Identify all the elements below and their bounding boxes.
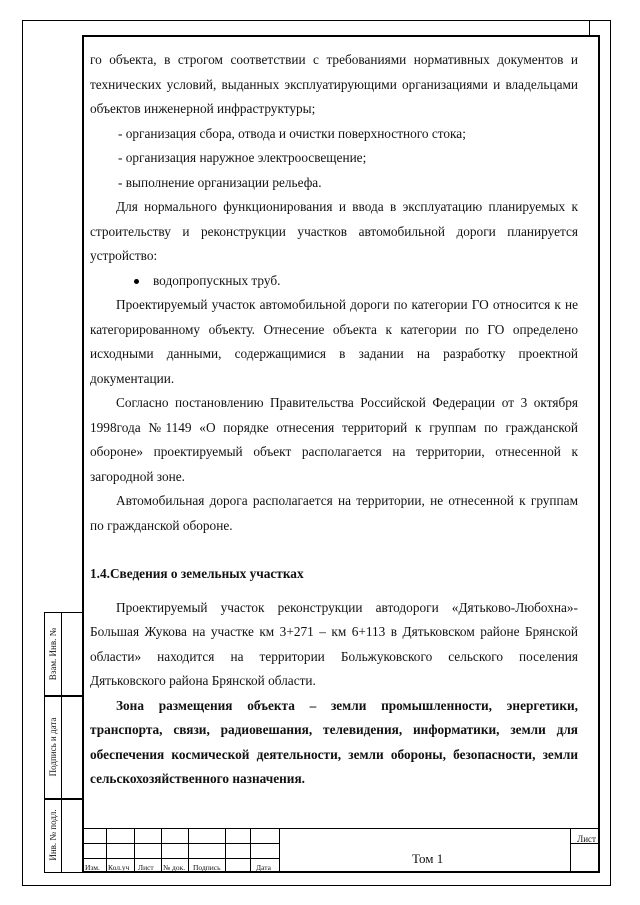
- title-block-col: [225, 828, 226, 873]
- paragraph: Автомобильная дорога располагается на территории, не отнесенной к группам по гражданской обороне.: [90, 493, 578, 533]
- volume-label: Том 1: [412, 851, 444, 866]
- col-podp: Подпись: [193, 863, 221, 872]
- col-list: Лист: [138, 863, 154, 872]
- title-block-col: [570, 828, 571, 873]
- section-heading: 1.4.Сведения о земельных участках: [90, 566, 304, 581]
- col-kol: Кол.уч: [108, 863, 130, 872]
- title-block-top-line: [82, 828, 600, 829]
- title-block-col: [250, 828, 251, 873]
- outer-border-left: [22, 20, 23, 886]
- dash-item: - выполнение организации рельефа.: [118, 174, 322, 190]
- bullet-text: водопропускных труб.: [153, 272, 281, 288]
- col-doc: № док.: [163, 863, 186, 872]
- title-block-col: [188, 828, 189, 873]
- side-stamp-inv-orig: [44, 799, 82, 873]
- dash-item: - организация наружное электроосвещение;: [118, 150, 367, 165]
- document-body: [90, 48, 578, 792]
- title-block: [82, 828, 600, 873]
- paragraph: Согласно постановлению Правительства Российской Федерации от 3 октября 1998года №1149 «О порядке отнесения территорий к группам по гражданской обороне» проектируемый объект располагается на территории, отнесенной к загородной зоне.: [90, 395, 578, 484]
- side-stamp-text: Взам. Инв. №: [48, 627, 58, 681]
- paragraph: Проектируемый участок автомобильной дороги по категории ГО относится к не категорированному объекту. Отнесение объекта к категории по ГО определено исходными данными, содержащимися в задании на разработку проектной документации.: [90, 297, 578, 386]
- title-block-col: [279, 828, 280, 873]
- paragraph: Проектируемый участок реконструкции автодороги «Дятьково-Любохна»-Большая Жукова на участке км 3+271 – км 6+113 в Дятьковском районе Брянской области» находится на территории Больжуковского сельского поселения Дятьковского района Брянской области.: [90, 599, 578, 688]
- outer-border-top: [22, 20, 590, 21]
- col-izm: Изм.: [85, 863, 100, 872]
- outer-border-right: [610, 20, 611, 886]
- paragraph-bold: Зона размещения объекта – земли промышленности, энергетики, транспорта, связи, радиовешания, телевидения, информатики, земли для обеспечения космической деятельности, земли обороны, безопасности, земли сельскохозяйственного назначения.: [90, 697, 578, 786]
- side-stamp-inv-replace: [44, 612, 82, 696]
- title-block-col: [161, 828, 162, 873]
- title-block-col: [106, 828, 107, 873]
- side-stamp-signature: [44, 696, 82, 799]
- title-block-col: [134, 828, 135, 873]
- side-stamp-text: Инв. № подл.: [48, 809, 58, 861]
- side-stamp-text: Подпись и дата: [48, 717, 58, 777]
- dash-item: - организация сбора, отвода и очистки поверхностного стока;: [118, 125, 466, 141]
- paragraph: го объекта, в строгом соответствии с требованиями нормативных документов и технических условий, выданных эксплуатирующими организациями и владельцами объектов инженерной инфраструктуры;: [90, 52, 578, 116]
- paragraph: Для нормального функционирования и ввода в эксплуатацию планируемых к строительству и реконструкции участков автомобильной дороги планируется устройство:: [90, 199, 578, 263]
- outer-border-bottom: [22, 885, 611, 886]
- corner-box: [589, 20, 611, 36]
- col-data: Дата: [256, 863, 271, 872]
- bullet-icon: [134, 279, 139, 284]
- bullet-item: [90, 269, 578, 294]
- sheet-label: Лист: [577, 834, 596, 844]
